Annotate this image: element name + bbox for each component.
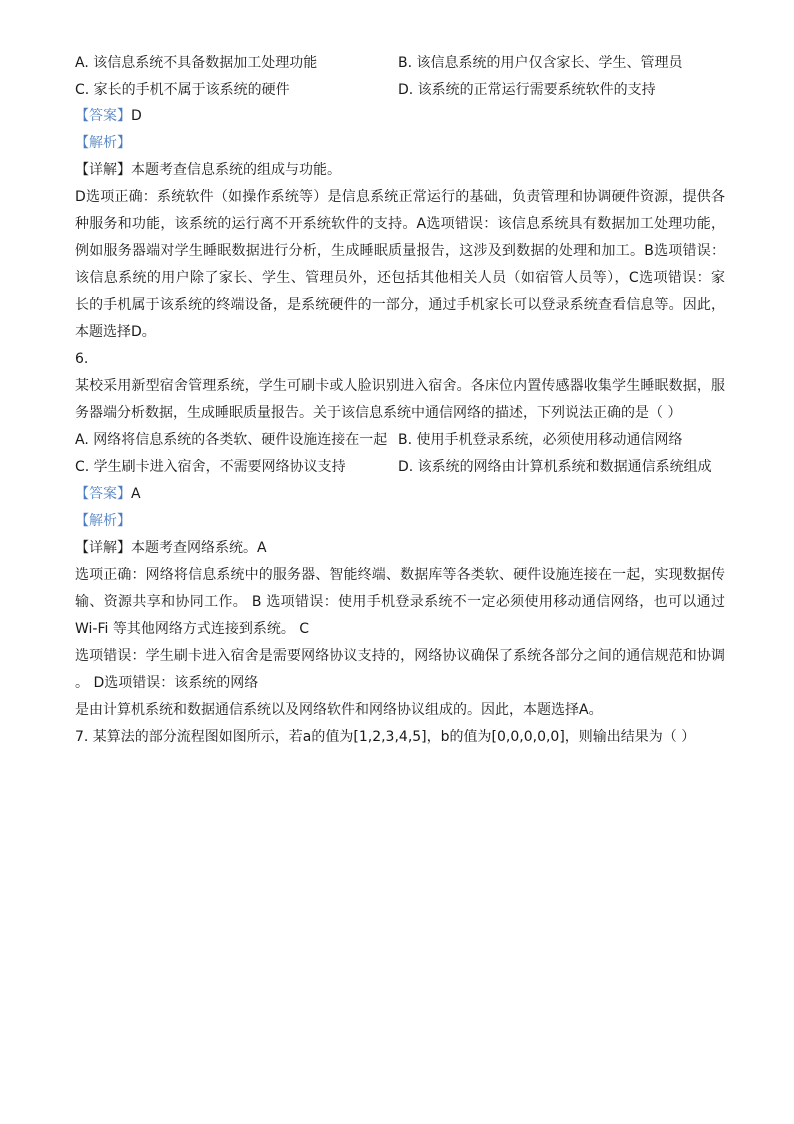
q6-stem-line: 某校采用新型宿舍管理系统，学生可刷卡或人脸识别进入宿舍。各床位内置传感器收集学生睡眠数据，服: [75, 378, 725, 394]
q5-option-d: D. 该系统的正常运行需要系统软件的支持: [398, 82, 656, 98]
q5-explanation-line: 例如服务器端对学生睡眠数据进行分析，生成睡眠质量报告，这涉及到数据的处理和加工。B选项错误：: [75, 243, 725, 259]
q6-analysis-label: [75, 511, 725, 531]
q5-answer: [75, 106, 725, 126]
q6-option-a: A. 网络将信息系统的各类软、硬件设施连接在一起: [75, 432, 388, 448]
q5-detail: [75, 160, 725, 180]
q5-explanation-line: D选项正确：系统软件（如操作系统等）是信息系统正常运行的基础，负责管理和协调硬件资源，提供各: [75, 189, 725, 205]
q6-option-b: B. 使用手机登录系统，必须使用移动通信网络: [398, 432, 683, 448]
q5-analysis-label: [75, 133, 725, 153]
q6-explanation-line: 选项错误：学生刷卡进入宿舍是需要网络协议支持的，网络协议确保了系统各部分之间的通信规范和协调: [75, 648, 725, 664]
q6-option-c: C. 学生刷卡进入宿舍，不需要网络协议支持: [75, 459, 346, 475]
q5-explanation-line: 该信息系统的用户除了家长、学生、管理员外，还包括其他相关人员（如宿管人员等），C选项错误：家: [75, 270, 725, 286]
q6-explanation-line: 是由计算机系统和数据通信系统以及网络软件和网络协议组成的。因此，本题选择A。: [75, 702, 603, 718]
analysis-label: 【解析】: [75, 135, 131, 151]
answer-value: A: [131, 486, 141, 502]
q5-explanation-line: 长的手机属于该系统的终端设备，是系统硬件的一部分，通过手机家长可以登录系统查看信息等。因此，: [75, 297, 725, 313]
detail-label: 【详解】: [75, 162, 131, 178]
detail-label: 【详解】: [75, 540, 131, 556]
q6-option-d: D. 该系统的网络由计算机系统和数据通信系统组成: [398, 459, 712, 475]
answer-label: 【答案】: [75, 486, 131, 502]
analysis-label: 【解析】: [75, 513, 131, 529]
q7-stem: 7. 某算法的部分流程图如图所示，若a的值为[1,2,3,4,5]，b的值为[0,0,0,0,0]，则输出结果为（ ）: [75, 729, 696, 745]
q5-option-c: C. 家长的手机不属于该系统的硬件: [75, 82, 290, 98]
q6-number: 6.: [75, 351, 89, 367]
q6-explanation-line: 。 D选项错误：该系统的网络: [75, 675, 259, 691]
q6-explanation-line: 选项正确：网络将信息系统中的服务器、智能终端、数据库等各类软、硬件设施连接在一起，实现数据传: [75, 567, 725, 583]
q5-option-a: A. 该信息系统不具备数据加工处理功能: [75, 55, 318, 71]
q6-detail: [75, 538, 725, 558]
q5-explanation-line: 种服务和功能，该系统的运行离不开系统软件的支持。A选项错误：该信息系统具有数据加工处理功能，: [75, 216, 725, 232]
answer-value: D: [131, 108, 142, 124]
q5-option-b: B. 该信息系统的用户仅含家长、学生、管理员: [398, 55, 683, 71]
q6-stem-line: 务器端分析数据，生成睡眠质量报告。关于该信息系统中通信网络的描述，下列说法正确的是（ ）: [75, 405, 682, 421]
q6-explanation-line: Wi-Fi 等其他网络方式连接到系统。 C: [75, 621, 310, 637]
q5-explanation-line: 本题选择D。: [75, 324, 156, 340]
q6-explanation-line: 输、资源共享和协同工作。 B 选项错误：使用手机登录系统不一定必须使用移动通信网络，也可以通过: [75, 594, 725, 610]
answer-label: 【答案】: [75, 108, 131, 124]
q6-answer: [75, 484, 725, 504]
detail-intro: 本题考查信息系统的组成与功能。: [131, 162, 341, 178]
detail-intro: 本题考查网络系统。A: [131, 540, 267, 556]
